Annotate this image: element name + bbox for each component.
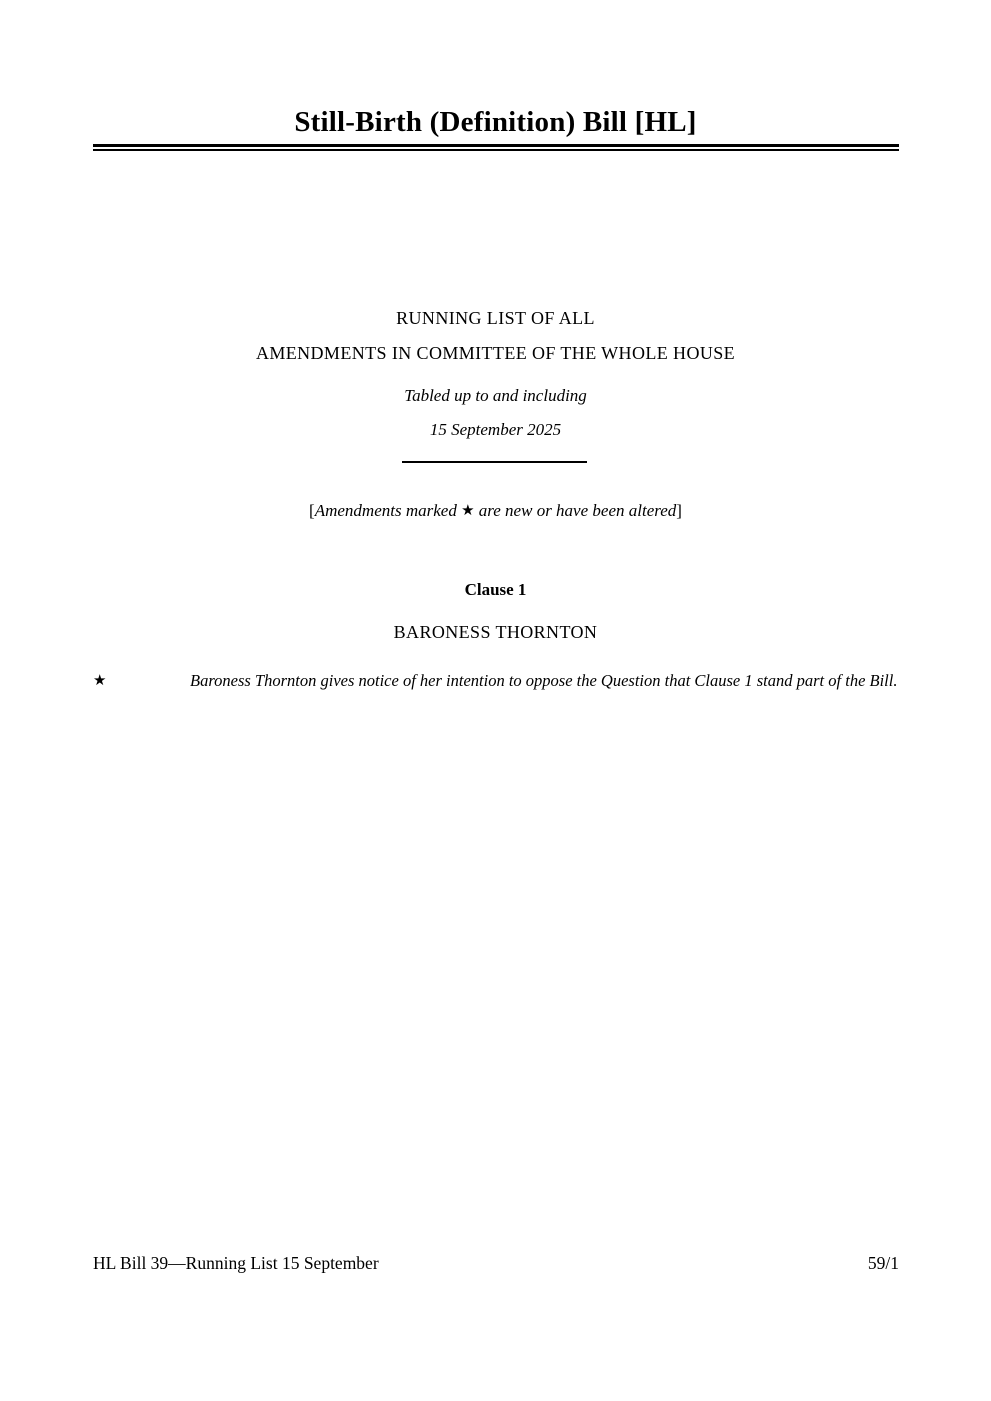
amendments-marker-note: [93, 501, 898, 521]
marker-note-close-bracket: ]: [676, 501, 682, 520]
clause-1-heading: Clause 1: [464, 580, 527, 599]
footer-page-number: 59/1: [867, 1253, 899, 1273]
title-double-rule: [93, 144, 899, 151]
tabled-up-to-note: Tabled up to and including: [404, 386, 587, 405]
section-divider-rule: [402, 461, 587, 463]
tabled-date: 15 September 2025: [429, 420, 562, 439]
star-icon: ★: [461, 503, 475, 519]
page-footer: [93, 1253, 899, 1274]
new-amendment-star-icon: ★: [93, 673, 107, 689]
running-list-heading: RUNNING LIST OF ALL: [396, 308, 595, 328]
marker-note-text-after-star: are new or have been altered: [474, 501, 677, 520]
footer-bill-reference: HL Bill 39—Running List 15 September: [93, 1253, 379, 1273]
bill-title: Still-Birth (Definition) Bill [HL]: [294, 106, 697, 138]
marker-note-open-bracket: [: [309, 501, 315, 520]
mover-name: BARONESS THORNTON: [393, 622, 598, 642]
amendments-committee-heading: AMENDMENTS IN COMMITTEE OF THE WHOLE HOUSE: [255, 343, 736, 363]
amendment-notice-text: Baroness Thornton gives notice of her intention to oppose the Question that Clause 1 stand part of the Bill.: [190, 671, 898, 690]
marker-note-text-before-star: Amendments marked: [314, 501, 462, 520]
